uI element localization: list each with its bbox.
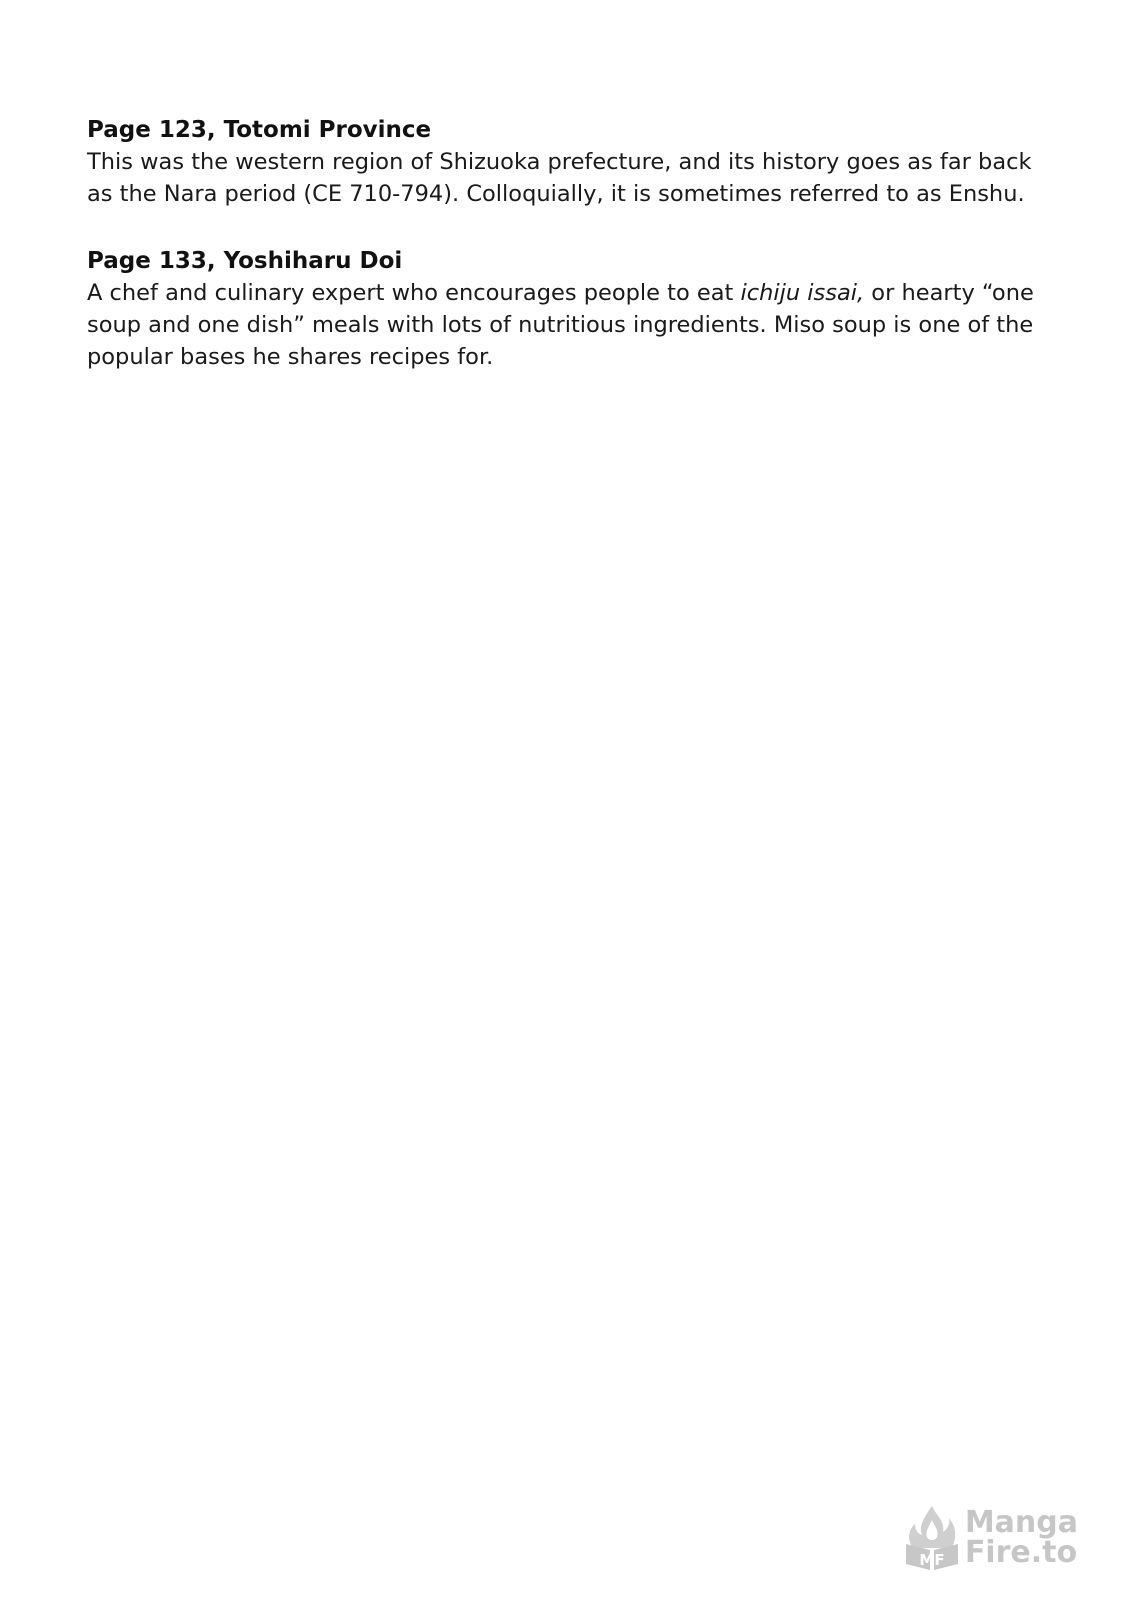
translation-notes xyxy=(87,114,1047,408)
note-totomi-province xyxy=(87,114,1047,210)
note-body xyxy=(87,277,1047,373)
note-title: Page 123, Totomi Province xyxy=(87,117,432,143)
mangafire-watermark xyxy=(903,1504,1078,1572)
watermark-badge: MF xyxy=(919,1551,945,1569)
note-body-italic-term: ichiju issai, xyxy=(740,280,865,306)
note-title: Page 133, Yoshiharu Doi xyxy=(87,248,403,274)
watermark-line-2: Fire.to xyxy=(964,1535,1078,1570)
flame-book-logo-icon xyxy=(903,1504,961,1572)
note-body: This was the western region of Shizuoka prefecture, and its history goes as far back as the Nara period (CE 710-794). Colloquially, it is sometimes referred to as Enshu. xyxy=(87,149,1032,207)
watermark-text xyxy=(964,1505,1078,1570)
watermark-line-1: Manga xyxy=(964,1505,1078,1540)
note-body-text: or hearty “one soup and one dish” meals with lots of nutritious ingredients. Miso soup is one of the popular bases he shares recipes for. xyxy=(87,280,1034,370)
note-yoshiharu-doi xyxy=(87,245,1047,373)
note-body-text: A chef and culinary expert who encourages people to eat xyxy=(87,280,741,306)
